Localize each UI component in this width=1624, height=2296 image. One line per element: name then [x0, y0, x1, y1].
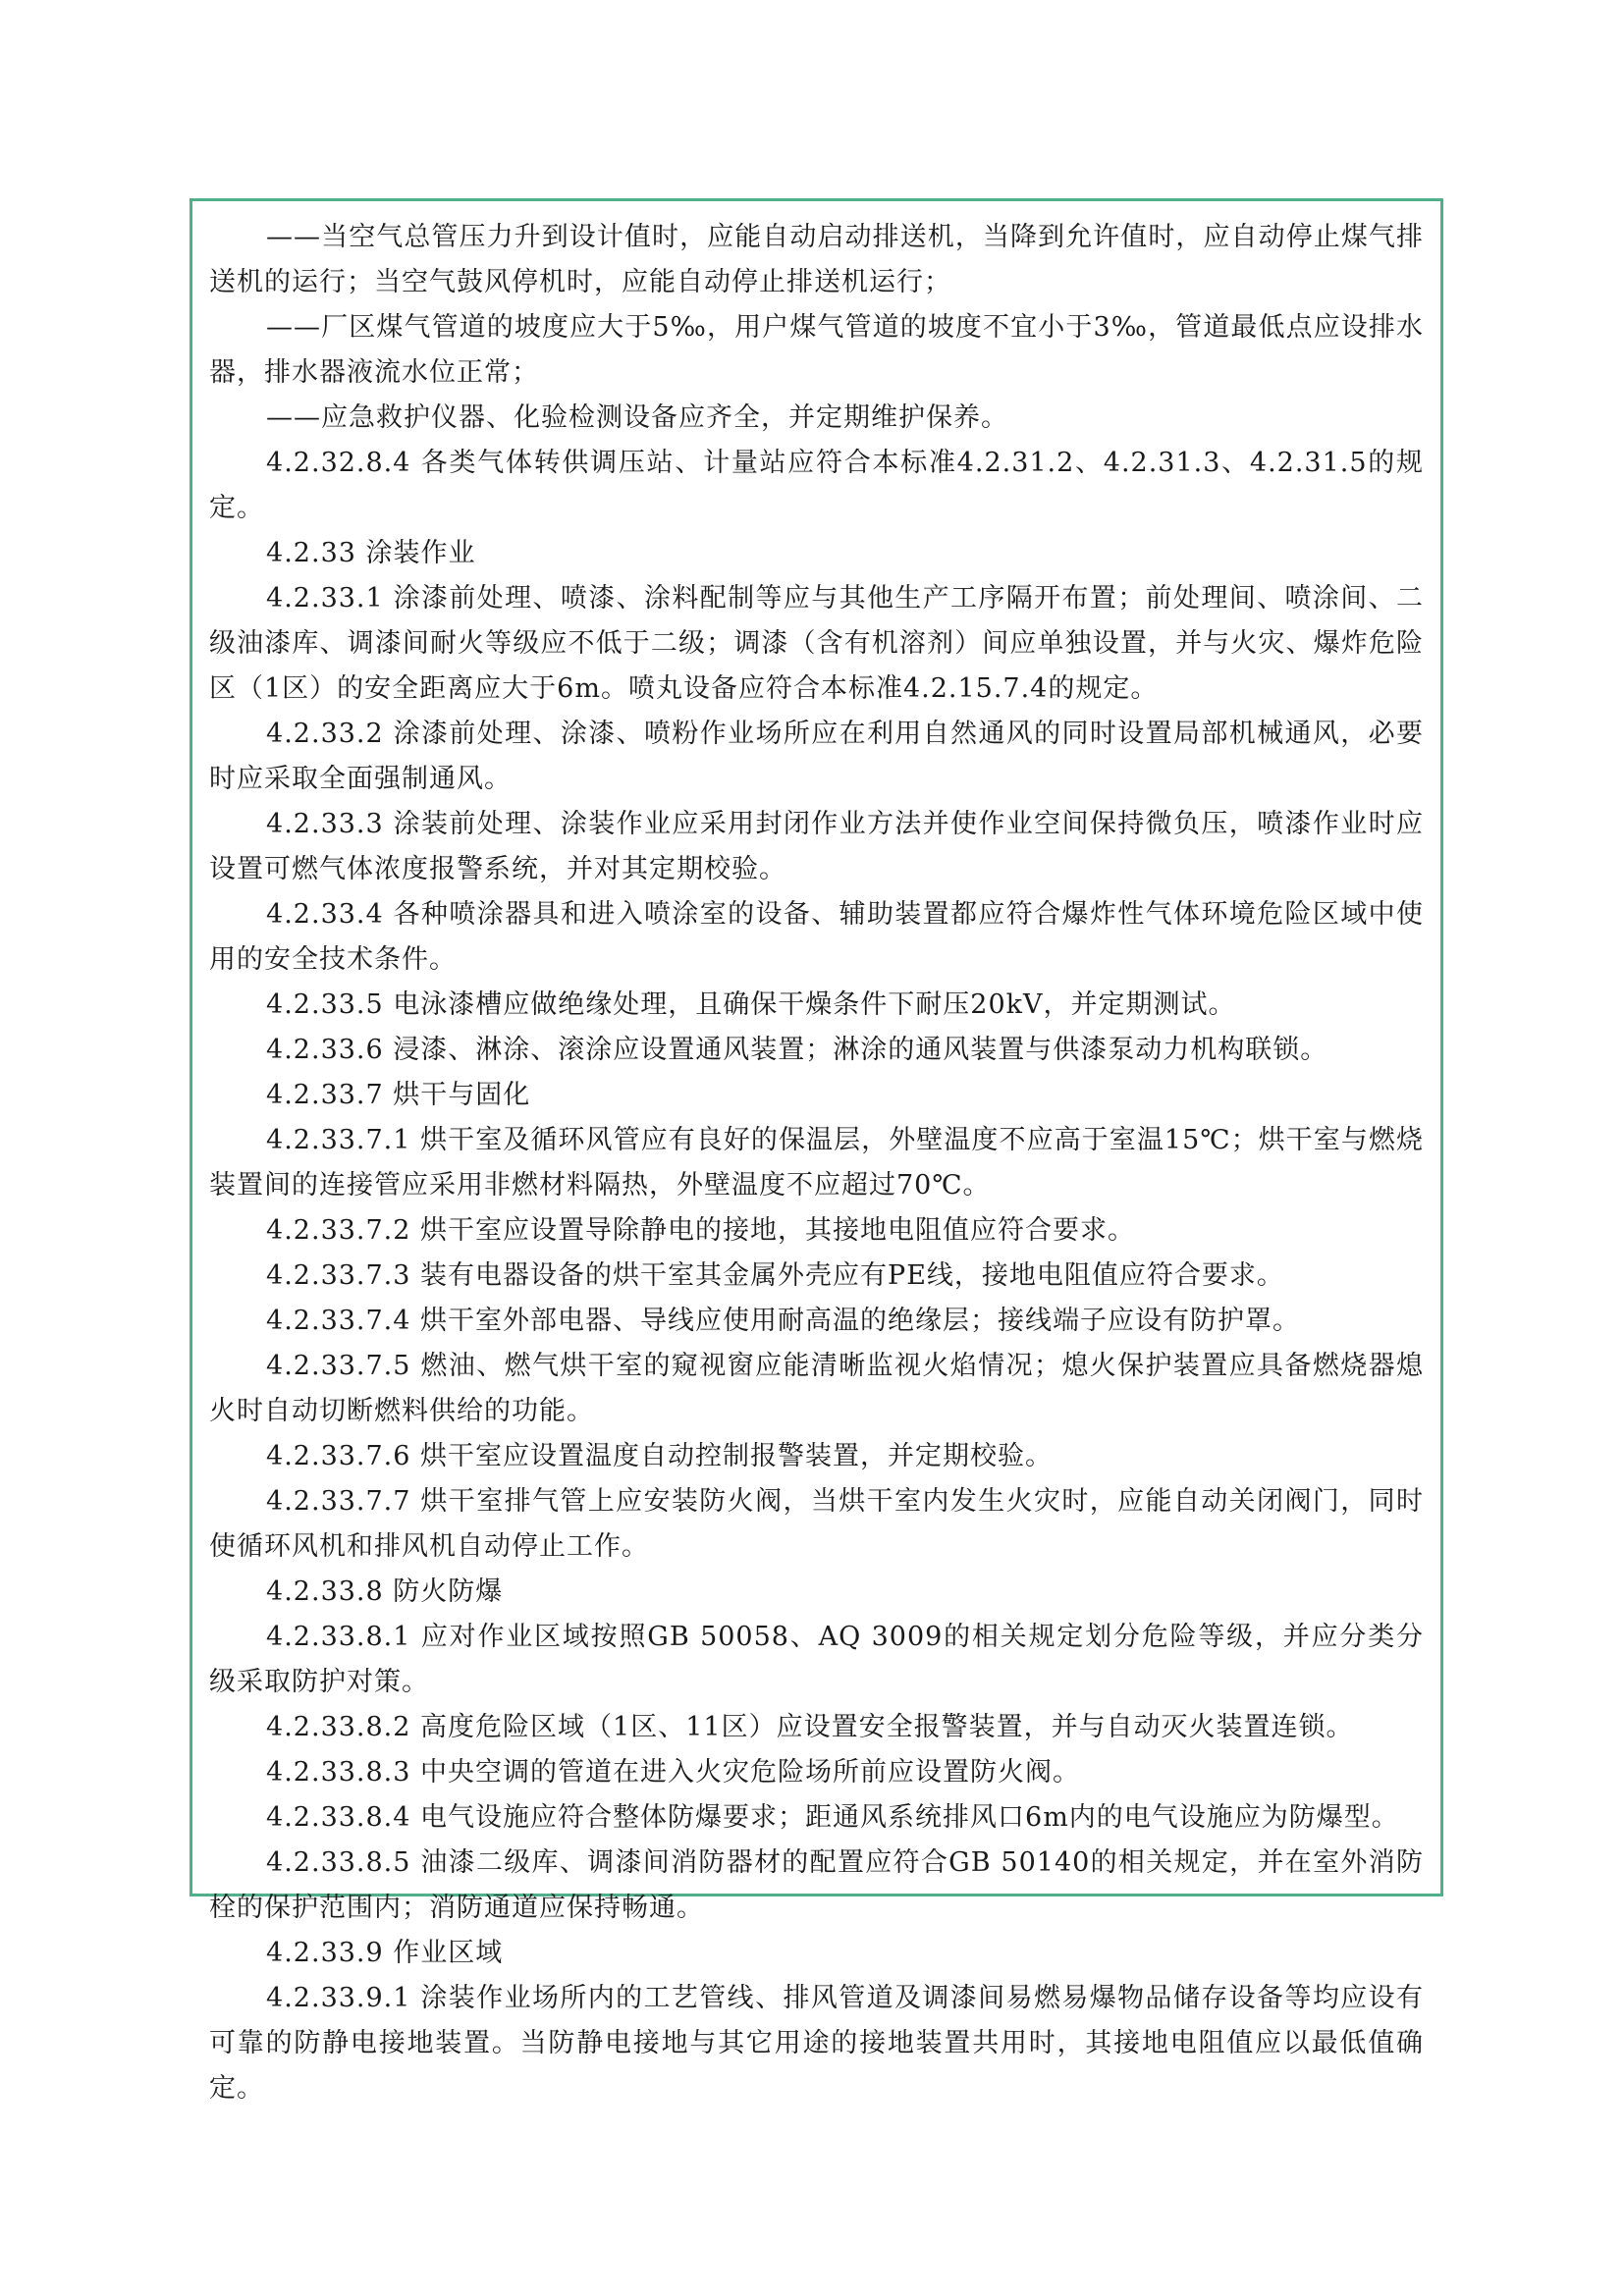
section-heading: 4.2.33 涂装作业	[266, 538, 476, 568]
paragraph: 4.2.32.8.4 各类气体转供调压站、计量站应符合本标准4.2.31.2、4.2.31.3、4.2.31.5的规定。	[209, 448, 1424, 523]
paragraph: 4.2.33.7.3 装有电器设备的烘干室其金属外壳应有PE线，接地电阻值应符合要求。	[266, 1260, 1284, 1291]
paragraph: ——厂区煤气管道的坡度应大于5‰，用户煤气管道的坡度不宜小于3‰，管道最低点应设排水器，排水器液流水位正常；	[209, 312, 1424, 388]
paragraph: 4.2.33.4 各种喷涂器具和进入喷涂室的设备、辅助装置都应符合爆炸性气体环境危险区域中使用的安全技术条件。	[209, 899, 1424, 975]
paragraph: 4.2.33.7.5 燃油、燃气烘干室的窥视窗应能清晰监视火焰情况；熄火保护装置应具备燃烧器熄火时自动切断燃料供给的功能。	[209, 1351, 1424, 1426]
paragraph: 4.2.33.6 浸漆、淋涂、滚涂应设置通风装置；淋涂的通风装置与供漆泵动力机构联锁。	[266, 1035, 1328, 1065]
paragraph: 4.2.33.7.1 烘干室及循环风管应有良好的保温层，外壁温度不应高于室温15℃；烘干室与燃烧装置间的连接管应采用非燃材料隔热，外壁温度不应超过70℃。	[209, 1125, 1424, 1201]
paragraph: 4.2.33.3 涂装前处理、涂装作业应采用封闭作业方法并使作业空间保持微负压，喷漆作业时应设置可燃气体浓度报警系统，并对其定期校验。	[209, 809, 1424, 884]
section-heading: 4.2.33.8 防火防爆	[266, 1576, 504, 1607]
paragraph: 4.2.33.8.4 电气设施应符合整体防爆要求；距通风系统排风口6m内的电气设施应为防爆型。	[266, 1802, 1399, 1833]
paragraph: 4.2.33.8.2 高度危险区域（1区、11区）应设置安全报警装置，并与自动灭火装置连锁。	[266, 1712, 1354, 1742]
paragraph: 4.2.33.1 涂漆前处理、喷漆、涂料配制等应与其他生产工序隔开布置；前处理间、喷涂间、二级油漆库、调漆间耐火等级应不低于二级；调漆（含有机溶剂）间应单独设置，并与火灾、爆炸危险区（1区）的安全距离应大于6m。喷丸设备应符合本标准4.2.15.7.4的规定。	[209, 583, 1424, 704]
paragraph: 4.2.33.7.2 烘干室应设置导除静电的接地，其接地电阻值应符合要求。	[266, 1215, 1136, 1246]
section-heading: 4.2.33.7 烘干与固化	[266, 1080, 531, 1110]
paragraph: 4.2.33.8.5 油漆二级库、调漆间消防器材的配置应符合GB 50140的相关规定，并在室外消防栓的保护范围内；消防通道应保持畅通。	[209, 1847, 1424, 1923]
paragraph: 4.2.33.7.4 烘干室外部电器、导线应使用耐高温的绝缘层；接线端子应设有防护罩。	[266, 1306, 1301, 1336]
paragraph: ——应急救护仪器、化验检测设备应齐全，并定期维护保养。	[266, 402, 1009, 433]
paragraph: ——当空气总管压力升到设计值时，应能自动启动排送机，当降到允许值时，应自动停止煤气排送机的运行；当空气鼓风停机时，应能自动停止排送机运行；	[209, 222, 1424, 297]
paragraph: 4.2.33.7.6 烘干室应设置温度自动控制报警装置，并定期校验。	[266, 1441, 1054, 1471]
paragraph: 4.2.33.7.7 烘干室排气管上应安装防火阀，当烘干室内发生火灾时，应能自动关闭阀门，同时使循环风机和排风机自动停止工作。	[209, 1486, 1424, 1562]
paragraph: 4.2.33.8.1 应对作业区域按照GB 50058、AQ 3009的相关规定划分危险等级，并应分类分级采取防护对策。	[209, 1622, 1424, 1697]
paragraph: 4.2.33.5 电泳漆槽应做绝缘处理，且确保干燥条件下耐压20kV，并定期测试。	[266, 989, 1236, 1020]
paragraph: 4.2.33.2 涂漆前处理、涂漆、喷粉作业场所应在利用自然通风的同时设置局部机械通风，必要时应采取全面强制通风。	[209, 719, 1424, 794]
document-frame	[189, 198, 1443, 2104]
paragraph: 4.2.33.9.1 涂装作业场所内的工艺管线、排风管道及调漆间易燃易爆物品储存设备等均应设有可靠的防静电接地装置。当防静电接地与其它用途的接地装置共用时，其接地电阻值应以最低值确定。	[209, 1983, 1424, 2104]
section-heading: 4.2.33.9 作业区域	[266, 1938, 504, 1968]
paragraph: 4.2.33.8.3 中央空调的管道在进入火灾危险场所前应设置防火阀。	[266, 1757, 1081, 1788]
